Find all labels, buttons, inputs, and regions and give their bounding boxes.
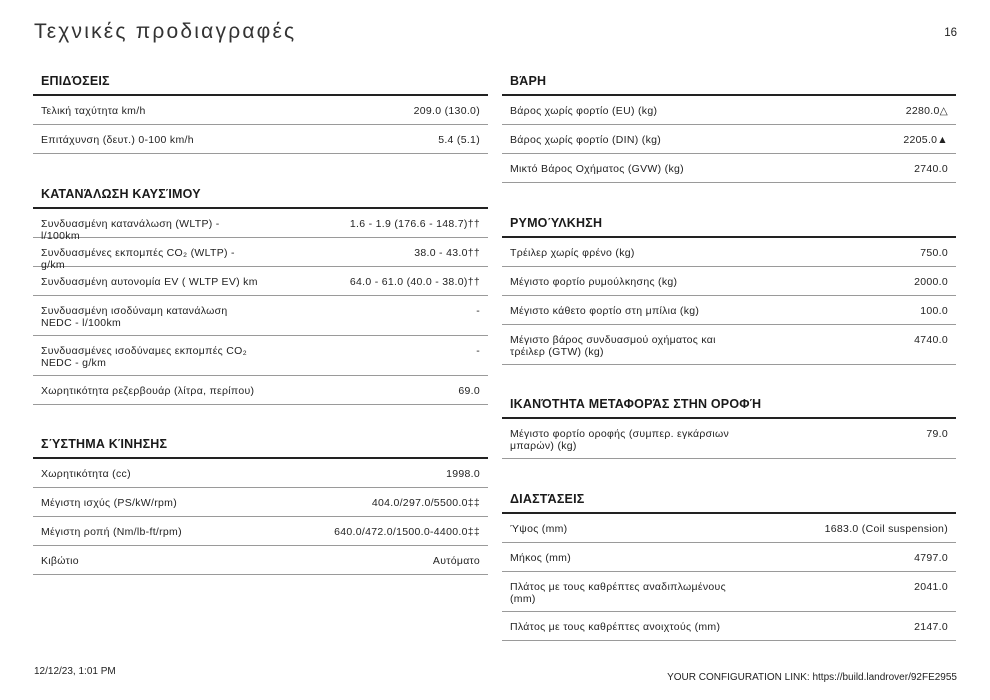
- spec-value: 1998.0: [446, 468, 480, 480]
- spec-row: [33, 96, 488, 125]
- spec-row: [33, 209, 488, 242]
- spec-row: [502, 325, 956, 365]
- configuration-link[interactable]: YOUR CONFIGURATION LINK: https://build.landrover/92FE2955: [667, 672, 957, 683]
- spec-label: Μικτό Βάρος Οχήματος (GVW) (kg): [510, 163, 684, 175]
- section-title-roof: ΙΚΑΝΌΤΗΤΑ ΜΕΤΑΦΟΡΆΣ ΣΤΗΝ ΟΡΟΦΉ: [502, 391, 956, 419]
- spec-label: Βάρος χωρίς φορτίο (DIN) (kg): [510, 134, 662, 146]
- spec-label: Επιτάχυνση (δευτ.) 0-100 km/h: [41, 134, 194, 146]
- spec-value: 404.0/297.0/5500.0‡‡: [371, 497, 480, 509]
- footer-date: 12/12/23, 1:01 PM: [34, 666, 116, 677]
- spec-row: [502, 125, 956, 154]
- section-title-consumption: ΚΑΤΑΝΆΛΩΣΗ ΚΑΥΣΊΜΟΥ: [33, 181, 488, 209]
- spec-row: [502, 572, 956, 612]
- spec-label: Συνδυασμένες εκπομπές CO₂ (WLTP) - g/km: [41, 247, 235, 271]
- spec-value: 2280.0△: [905, 105, 948, 117]
- spec-value: 38.0 - 43.0††: [414, 247, 480, 259]
- spec-row: [502, 267, 956, 296]
- page-number: 16: [944, 27, 957, 39]
- spec-label: Βάρος χωρίς φορτίο (EU) (kg): [510, 105, 658, 117]
- spec-label: Τρέιλερ χωρίς φρένο (kg): [510, 247, 635, 259]
- spec-row: [502, 238, 956, 267]
- spec-label: Μέγιστη ισχύς (PS/kW/rpm): [41, 497, 178, 509]
- spec-row: [502, 612, 956, 641]
- section-title-drivetrain: ΣΎΣΤΗΜΑ ΚΊΝΗΣΗΣ: [33, 431, 488, 459]
- dimensions-section: [502, 486, 956, 641]
- spec-label: Συνδυασμένη κατανάλωση (WLTP) - l/100km: [41, 218, 220, 242]
- section-title-weights: ΒΆΡΗ: [502, 68, 956, 96]
- section-title-dimensions: ΔΙΑΣΤΆΣΕΙΣ: [502, 486, 956, 514]
- spec-value: 750.0: [920, 247, 948, 259]
- spec-label: Τελική ταχύτητα km/h: [41, 105, 146, 117]
- spec-value: -: [476, 305, 480, 317]
- spec-label: Μέγιστο φορτίο οροφής (συμπερ. εγκάρσιων μπαρών) (kg): [510, 428, 730, 452]
- spec-value: 2041.0: [914, 581, 948, 593]
- spec-value: 69.0: [458, 385, 480, 397]
- spec-row: [33, 459, 488, 488]
- drivetrain-section: [33, 431, 488, 575]
- spec-row: [33, 267, 488, 296]
- spec-row: [502, 154, 956, 183]
- spec-value: 640.0/472.0/1500.0-4400.0‡‡: [334, 526, 480, 538]
- spec-row: [502, 96, 956, 125]
- spec-value: 2000.0: [914, 276, 948, 288]
- spec-label: Χωρητικότητα (cc): [41, 468, 131, 480]
- spec-row: [33, 517, 488, 546]
- spec-row: [502, 543, 956, 572]
- spec-label: Ύψος (mm): [510, 523, 568, 535]
- section-title-towing: ΡΥΜΟΎΛΚΗΣΗ: [502, 210, 956, 238]
- page-title: Τεχνικές προδιαγραφές: [34, 20, 297, 43]
- spec-row: [502, 514, 956, 543]
- spec-value: 5.4 (5.1): [438, 134, 480, 146]
- spec-row: [33, 336, 488, 376]
- spec-value: 4797.0: [914, 552, 948, 564]
- spec-row: [33, 296, 488, 336]
- spec-label: Συνδυασμένες ισοδύναμες εκπομπές CO₂ NEDC - g/km: [41, 345, 247, 369]
- spec-value: 209.0 (130.0): [413, 105, 480, 117]
- spec-label: Πλάτος με τους καθρέπτες ανοιχτούς (mm): [510, 621, 721, 633]
- spec-label: Μέγιστο βάρος συνδυασμού οχήματος και τρέιλερ (GTW) (kg): [510, 334, 716, 358]
- spec-value: 79.0: [926, 428, 948, 440]
- spec-label: Κιβώτιο: [41, 555, 79, 567]
- spec-value: 4740.0: [914, 334, 948, 346]
- spec-label: Μέγιστο κάθετο φορτίο στη μπίλια (kg): [510, 305, 700, 317]
- roof-section: [502, 391, 956, 459]
- performance-section: [33, 68, 488, 154]
- section-title-performance: ΕΠΙΔΌΣΕΙΣ: [33, 68, 488, 96]
- spec-row: [33, 238, 488, 271]
- spec-label: Συνδυασμένη αυτονομία EV ( WLTP EV) km: [41, 276, 258, 288]
- spec-row: [33, 488, 488, 517]
- spec-label: Μέγιστη ροπή (Nm/lb-ft/rpm): [41, 526, 182, 538]
- spec-label: Μήκος (mm): [510, 552, 572, 564]
- spec-value: 100.0: [920, 305, 948, 317]
- spec-row: [33, 125, 488, 154]
- spec-value: 1.6 - 1.9 (176.6 - 148.7)††: [349, 218, 480, 230]
- spec-value: 2147.0: [914, 621, 948, 633]
- weights-section: [502, 68, 956, 183]
- spec-value: 2205.0▲: [903, 134, 948, 146]
- spec-row: [502, 296, 956, 325]
- spec-label: Πλάτος με τους καθρέπτες αναδιπλωμένους (mm): [510, 581, 726, 605]
- spec-value: -: [476, 345, 480, 357]
- spec-value: 1683.0 (Coil suspension): [824, 523, 948, 535]
- spec-value: Αυτόματο: [432, 555, 480, 567]
- spec-value: 64.0 - 61.0 (40.0 - 38.0)††: [349, 276, 480, 288]
- spec-row: [33, 546, 488, 575]
- spec-label: Χωρητικότητα ρεζερβουάρ (λίτρα, περίπου): [41, 385, 255, 397]
- spec-label: Συνδυασμένη ισοδύναμη κατανάλωση NEDC - l/100km: [41, 305, 228, 329]
- towing-section: [502, 210, 956, 365]
- spec-value: 2740.0: [914, 163, 948, 175]
- spec-label: Μέγιστο φορτίο ρυμούλκησης (kg): [510, 276, 678, 288]
- spec-row: [33, 376, 488, 405]
- spec-row: [502, 419, 956, 459]
- consumption-section: [33, 181, 488, 405]
